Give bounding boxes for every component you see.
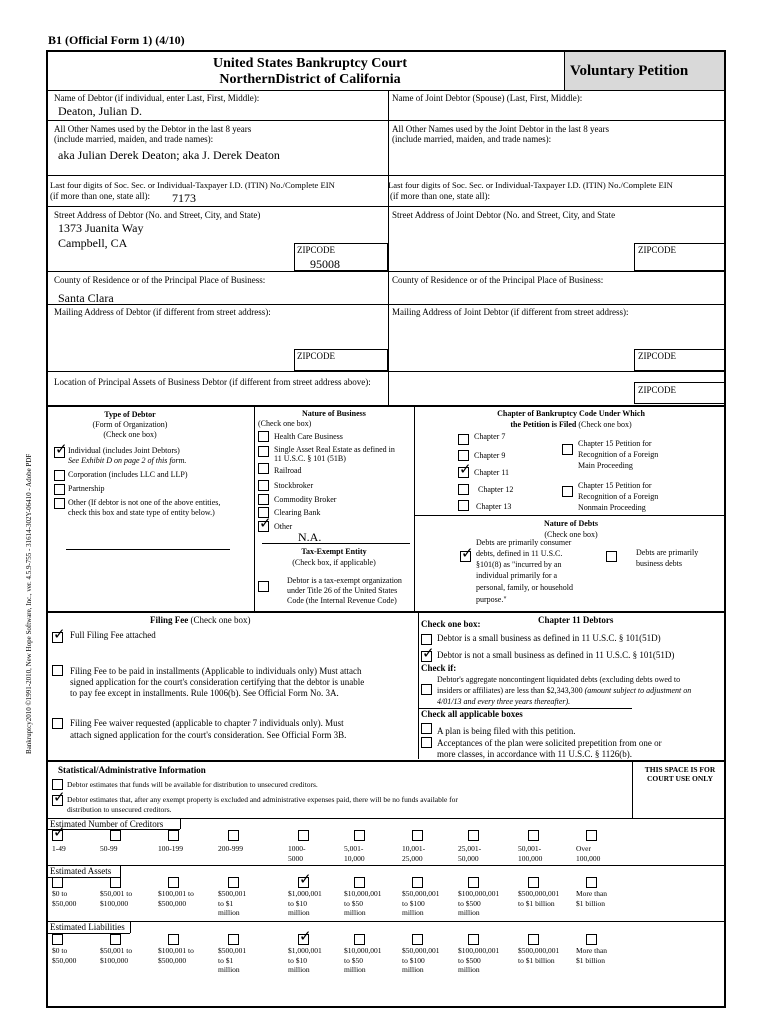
assets-option-7-line-2: million [458,908,480,917]
chapter-title-2 [418,421,724,430]
installments-label-1: Filing Fee to be paid in installments (Applicable to individuals only) Must attach [70,666,362,676]
not-small-business-checkbox[interactable] [421,651,432,662]
ch11-check-one: Check one box: [421,619,481,629]
other-business-label: Other [274,522,293,531]
liabilities-checkbox-2[interactable] [168,934,179,945]
assets-option-7-line-0: $100,000,001 [458,889,500,898]
health-care-label: Health Care Business [274,432,343,441]
corporation-label: Corporation (includes LLC and LLP) [68,470,188,479]
assets-option-1-line-1: $100,000 [100,898,129,908]
liabilities-checkbox-3[interactable] [228,934,239,945]
debtor-other-names-label-2: (include married, maiden, and trade names): [54,134,214,144]
installments-label-2: signed application for the court's consideration certifying that the debtor is unable [70,677,365,687]
chapter-9-label: Chapter 9 [474,451,506,460]
business-debts-checkbox[interactable] [606,551,617,562]
liabilities-option-4-line-2: million [288,965,310,974]
side-vertical-text: Bankruptcy2010 ©1991-2010, New Hope Software, Inc., ver. 4.5.9-755 - 31614-302Y-06410 - Adobe PDF [25,453,34,754]
liabilities-option-5-line-0: $10,000,001 [344,946,382,955]
tax-exempt-title: Tax-Exempt Entity [301,547,367,556]
assets-checkbox-4[interactable] [298,877,309,888]
joint-ssn-label-2: (if more than one, state all): [390,191,490,201]
railroad-checkbox[interactable] [258,463,269,474]
creditors-option-0-line-0: 1-49 [52,844,66,853]
chapter-15-nonmain-label-1: Chapter 15 Petition for [578,481,652,490]
creditors-checkbox-4[interactable] [298,830,309,841]
debtor-ssn[interactable]: 7173 [172,191,196,205]
chapter-13-checkbox[interactable] [458,500,469,511]
creditors-checkbox-5[interactable] [354,830,365,841]
aggregate-debts-note: (amount subject to adjustment on [584,686,692,695]
chapter-13-label: Chapter 13 [476,502,512,511]
aggregate-debts-label-3: 4/01/13 and every three years thereafter). [437,697,571,706]
liabilities-option-5-line-1: to $50 [344,955,363,965]
liabilities-option-3-line-0: $500,001 [218,946,247,955]
chapter-12-checkbox[interactable] [458,484,469,495]
other-entity-line [66,549,230,550]
other-business-checkbox[interactable] [258,521,269,532]
creditors-option-2-line-0: 100-199 [158,844,183,853]
creditors-checkbox-1[interactable] [110,830,121,841]
stat-title: Statistical/Administrative Information [58,765,206,775]
joint-name-label: Name of Joint Debtor (Spouse) (Last, First, Middle): [392,93,583,103]
assets-option-2-line-1: $500,000 [158,898,187,908]
liabilities-option-4-line-0: $1,000,001 [288,946,322,955]
liabilities-checkbox-8[interactable] [528,934,539,945]
creditors-option-5-line-1: 10,000 [344,853,365,863]
joint-mailing-label: Mailing Address of Joint Debtor (if different from street address): [392,307,629,317]
single-asset-label: Single Asset Real Estate as defined in [274,445,395,454]
acceptances-label-1: Acceptances of the plan were solicited prepetition from one or [437,738,662,748]
other-entity-label: Other (If debtor is not one of the above entities, [68,498,221,507]
liabilities-option-3-line-2: million [218,965,240,974]
liabilities-checkbox-9[interactable] [586,934,597,945]
acceptances-label-2: more classes, in accordance with 11 U.S.C. § 1126(b). [437,749,633,759]
chapter-15-main-label-3: Main Proceeding [578,461,633,470]
location-zip-label: ZIPCODE [638,385,676,395]
creditors-option-8-line-0: 50,001- [518,844,542,853]
clearing-bank-label: Clearing Bank [274,508,321,517]
fee-waiver-checkbox[interactable] [52,718,63,729]
consumer-debts-checkbox[interactable] [460,551,471,562]
aggregate-debts-checkbox[interactable] [421,684,432,695]
plan-filed-label: A plan is being filed with this petition. [437,726,576,736]
debtor-other-names[interactable]: aka Julian Derek Deaton; aka J. Derek Deaton [58,148,280,162]
debtor-street-label: Street Address of Debtor (No. and Street, City, and State) [54,210,261,220]
stockbroker-label: Stockbroker [274,481,314,490]
ch11-check-all: Check all applicable boxes [421,709,523,719]
creditors-option-9-line-0: Over [576,844,591,853]
joint-other-names-label: All Other Names used by the Joint Debtor in the last 8 years [392,124,609,134]
liabilities-option-3-line-1: to $1 [218,955,234,965]
assets-option-8-line-0: $500,000,001 [518,889,560,898]
liabilities-option-6-line-1: to $100 [402,955,425,965]
chapter-15-main-checkbox[interactable] [562,444,573,455]
debtor-other-names-label: All Other Names used by the Debtor in the last 8 years [54,124,252,134]
aggregate-debts-label-1: Debtor's aggregate noncontingent liquidated debts (excluding debts owed to [437,675,681,684]
type-title: Type of Debtor [104,410,156,419]
ch11-check-if: Check if: [421,663,457,673]
corporation-checkbox[interactable] [54,470,65,481]
liabilities-option-0-line-0: $0 to [52,946,68,955]
other-business-value[interactable]: N.A. [298,530,322,544]
assets-option-7-line-1: to $500 [458,898,481,908]
court-name: United States Bankruptcy Court [212,56,408,71]
chapter-7-checkbox[interactable] [458,434,469,445]
aggregate-debts-amount: insiders or affiliates) are less than $2,343,300 [437,686,583,695]
assets-option-5-line-2: million [344,908,366,917]
assets-option-4-line-2: million [288,908,310,917]
tax-exempt-checkbox[interactable] [258,581,269,592]
liabilities-checkbox-5[interactable] [354,934,365,945]
debtor-name[interactable]: Deaton, Julian D. [58,104,142,118]
assets-option-2-line-0: $100,001 to [158,889,194,898]
assets-checkbox-0[interactable] [52,877,63,888]
chapter-15-main-label-1: Chapter 15 Petition for [578,439,652,448]
liabilities-option-1-line-0: $50,001 to [100,946,133,955]
business-debts-label-1: Debts are primarily [636,548,699,557]
form-title: B1 (Official Form 1) (4/10) [48,33,185,47]
assets-checkbox-8[interactable] [528,877,539,888]
debtor-street-line1[interactable]: 1373 Juanita Way [58,221,144,235]
debtor-ssn-label-2: (if more than one, state all): [50,191,150,201]
assets-option-6-line-0: $50,000,001 [402,889,440,898]
creditors-option-6-line-0: 10,001- [402,844,426,853]
filing-fee-title-sub: (Check one box) [190,615,251,625]
assets-option-4-line-0: $1,000,001 [288,889,322,898]
business-debts-label-2: business debts [636,559,682,568]
creditors-checkbox-8[interactable] [528,830,539,841]
chapter-15-nonmain-label-2: Recognition of a Foreign [578,492,659,501]
tax-exempt-label-1: Debtor is a tax-exempt organization [287,576,402,585]
consumer-debts-label-6: purpose." [476,595,507,604]
creditors-checkbox-6[interactable] [412,830,423,841]
creditors-option-1-line-0: 50-99 [100,844,118,853]
court-district: NorthernDistrict of California [219,72,401,87]
creditors-checkbox-7[interactable] [468,830,479,841]
chapter-15-main-label-2: Recognition of a Foreign [578,450,659,459]
assets-option-6-line-1: to $100 [402,898,425,908]
partnership-checkbox[interactable] [54,484,65,495]
acceptances-checkbox[interactable] [421,737,432,748]
liabilities-checkbox-6[interactable] [412,934,423,945]
single-asset-label-2: 11 U.S.C. § 101 (51B) [274,454,346,463]
filing-fee-title-main: Filing Fee [150,615,189,625]
liabilities-checkbox-4[interactable] [298,934,309,945]
debtor-name-label: Name of Debtor (if individual, enter Last, First, Middle): [54,93,260,103]
tax-exempt-sub: (Check box, if applicable) [292,558,376,567]
consumer-debts-label-5: personal, family, or household [476,583,574,592]
petition-title: Voluntary Petition [570,63,689,79]
full-fee-checkbox[interactable] [52,632,63,643]
debtor-county[interactable]: Santa Clara [58,291,114,305]
liabilities-option-4-line-1: to $10 [288,955,307,965]
liabilities-option-9-line-1: $1 billion [576,955,605,965]
assets-checkbox-5[interactable] [354,877,365,888]
court-use-only-2: COURT USE ONLY [646,774,713,783]
assets-option-5-line-1: to $50 [344,898,363,908]
partnership-label: Partnership [68,484,105,493]
no-funds-label-2: distribution to unsecured creditors. [67,805,172,814]
chapter-title: Chapter of Bankruptcy Code Under Which [497,409,645,418]
assets-checkbox-6[interactable] [412,877,423,888]
joint-other-names-label-2: (include married, maiden, and trade names): [392,134,552,144]
consumer-debts-label-1: Debts are primarily consumer [476,538,572,547]
creditors-option-7-line-0: 25,001- [458,844,482,853]
assets-option-9-line-0: More than [576,889,608,898]
assets-checkbox-1[interactable] [110,877,121,888]
aggregate-debts-label-2 [437,687,691,696]
joint-zip-label: ZIPCODE [638,245,676,255]
assets-checkbox-2[interactable] [168,877,179,888]
other-business-line [262,543,410,544]
creditors-checkbox-2[interactable] [168,830,179,841]
liabilities-checkbox-0[interactable] [52,934,63,945]
other-entity-checkbox[interactable] [54,498,65,509]
creditors-checkbox-9[interactable] [586,830,597,841]
liabilities-option-7-line-0: $100,000,001 [458,946,500,955]
commodity-broker-checkbox[interactable] [258,494,269,505]
liabilities-option-0-line-1: $50,000 [52,955,77,965]
chapter-11-checkbox[interactable] [458,467,469,478]
fee-waiver-label-1: Filing Fee waiver requested (applicable to chapter 7 individuals only). Must [70,718,344,728]
chapter-title-2-sub: (Check one box) [578,420,632,429]
nature-debts-sub: (Check one box) [544,530,598,539]
railroad-label: Railroad [274,466,302,475]
court-use-only-1: THIS SPACE IS FOR [644,765,716,774]
debtor-zip[interactable]: 95008 [310,257,340,271]
liabilities-option-6-line-0: $50,000,001 [402,946,440,955]
debtor-ssn-label: Last four digits of Soc. Sec. or Individual-Taxpayer I.D. (ITIN) No./Complete EIN [50,180,335,190]
consumer-debts-label-3: §101(8) as "incurred by an [476,560,562,569]
creditors-option-4-line-1: 5000 [288,853,303,863]
chapter-7-label: Chapter 7 [474,432,506,441]
debtor-zip-label: ZIPCODE [297,245,335,255]
nature-debts-title: Nature of Debts [543,519,599,528]
filing-fee-title [150,616,250,626]
funds-available-label: Debtor estimates that funds will be available for distribution to unsecured creditors. [67,780,318,789]
liabilities-option-8-line-1: to $1 billion [518,955,555,965]
nature-title: Nature of Business [302,409,366,418]
no-funds-checkbox[interactable] [52,795,63,806]
assets-option-5-line-0: $10,000,001 [344,889,382,898]
no-funds-label-1: Debtor estimates that, after any exempt property is excluded and administrative expenses paid, there will be no funds available for [67,795,458,804]
liabilities-option-9-line-0: More than [576,946,608,955]
creditors-option-3-line-0: 200-999 [218,844,243,853]
joint-street-label: Street Address of Joint Debtor (No. and Street, City, and State [392,210,616,220]
chapter-12-label: Chapter 12 [478,485,514,494]
tax-exempt-label-2: under Title 26 of the United States [287,586,398,595]
assets-option-4-line-1: to $10 [288,898,307,908]
health-care-checkbox[interactable] [258,431,269,442]
ch11-title: Chapter 11 Debtors [538,615,614,625]
creditors-option-4-line-0: 1000- [288,844,306,853]
liabilities-option-1-line-1: $100,000 [100,955,129,965]
assets-checkbox-9[interactable] [586,877,597,888]
type-sub1: (Form of Organization) [92,420,168,429]
liabilities-option-5-line-2: million [344,965,366,974]
assets-label: Estimated Assets [50,866,112,876]
debtor-street-line2[interactable]: Campbell, CA [58,236,128,250]
assets-option-3-line-2: million [218,908,240,917]
liabilities-option-2-line-0: $100,001 to [158,946,194,955]
type-sub2: (Check one box) [103,430,157,439]
installments-checkbox[interactable] [52,665,63,676]
assets-option-0-line-0: $0 to [52,889,68,898]
single-asset-checkbox[interactable] [258,446,269,457]
not-small-business-label: Debtor is not a small business as defined in 11 U.S.C. § 101(51D) [437,650,675,660]
assets-option-9-line-1: $1 billion [576,898,605,908]
joint-ssn-label: Last four digits of Soc. Sec. or Individual-Taxpayer I.D. (ITIN) No./Complete EIN [388,180,673,190]
location-assets-label: Location of Principal Assets of Business Debtor (if different from street address above): [54,377,371,387]
creditors-option-9-line-1: 100,000 [576,853,601,863]
debtor-county-label: County of Residence or of the Principal Place of Business: [54,275,266,285]
consumer-debts-label-4: individual primarily for a [476,571,558,580]
liabilities-option-7-line-1: to $500 [458,955,481,965]
plan-filed-checkbox[interactable] [421,723,432,734]
creditors-checkbox-0[interactable] [52,830,63,841]
assets-option-6-line-2: million [402,908,424,917]
joint-mailing-zip-label: ZIPCODE [638,351,676,361]
creditors-label: Estimated Number of Creditors [50,819,164,829]
liabilities-option-7-line-2: million [458,965,480,974]
creditors-option-6-line-1: 25,000 [402,853,423,863]
debtor-mailing-label: Mailing Address of Debtor (if different from street address): [54,307,271,317]
liabilities-checkbox-1[interactable] [110,934,121,945]
tax-exempt-label-3: Code (the Internal Revenue Code) [287,596,397,605]
creditors-option-8-line-1: 100,000 [518,853,543,863]
liabilities-label: Estimated Liabilities [50,922,125,932]
chapter-title-2-main: the Petition is Filed [510,420,577,429]
creditors-option-5-line-0: 5,001- [344,844,364,853]
creditors-checkbox-3[interactable] [228,830,239,841]
debtor-mailing-zip-label: ZIPCODE [297,351,335,361]
other-entity-label-2: check this box and state type of entity below.) [68,508,215,517]
assets-checkbox-7[interactable] [468,877,479,888]
assets-checkbox-3[interactable] [228,877,239,888]
chapter-15-nonmain-checkbox[interactable] [562,486,573,497]
stockbroker-checkbox[interactable] [258,480,269,491]
full-fee-label: Full Filing Fee attached [70,630,156,640]
liabilities-checkbox-7[interactable] [468,934,479,945]
chapter-15-nonmain-label-3: Nonmain Proceeding [578,503,646,512]
liabilities-option-8-line-0: $500,000,001 [518,946,560,955]
assets-option-0-line-1: $50,000 [52,898,77,908]
liabilities-option-2-line-1: $500,000 [158,955,187,965]
commodity-broker-label: Commodity Broker [274,495,337,504]
individual-checkbox[interactable] [54,447,65,458]
assets-option-1-line-0: $50,001 to [100,889,133,898]
liabilities-option-6-line-2: million [402,965,424,974]
consumer-debts-label-2: debts, defined in 11 U.S.C. [476,549,563,558]
fee-waiver-label-2: attach signed application for the court's consideration. See Official Form 3B. [70,730,347,740]
creditors-option-7-line-1: 50,000 [458,853,479,863]
chapter-11-label: Chapter 11 [474,468,510,477]
nature-sub: (Check one box) [258,419,312,428]
installments-label-3: to pay fee except in installments. Rule 1006(b). See Official Form No. 3A. [70,688,339,698]
assets-option-3-line-0: $500,001 [218,889,247,898]
joint-county-label: County of Residence or of the Principal Place of Business: [392,275,604,285]
assets-option-3-line-1: to $1 [218,898,234,908]
small-business-label: Debtor is a small business as defined in 11 U.S.C. § 101(51D) [437,633,661,643]
exhibit-d-note: See Exhibit D on page 2 of this form. [68,456,187,465]
assets-option-8-line-1: to $1 billion [518,898,555,908]
individual-label: Individual (includes Joint Debtors) [68,446,180,455]
